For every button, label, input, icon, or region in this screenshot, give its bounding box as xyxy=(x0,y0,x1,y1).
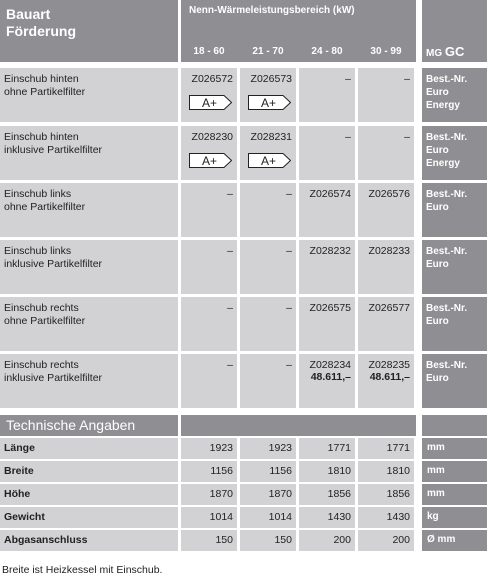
order-number: – xyxy=(286,188,292,200)
order-number-cell xyxy=(240,68,296,122)
order-number-cell xyxy=(299,126,355,180)
row-label xyxy=(0,240,178,294)
order-number-cell xyxy=(299,183,355,237)
tech-value: 1856 xyxy=(299,484,355,505)
order-number-cell xyxy=(358,354,414,408)
tech-value: 1856 xyxy=(358,484,414,505)
mg-label: MG xyxy=(426,48,443,59)
order-number: Z026572 xyxy=(191,73,233,85)
row-label-line1: Einschub hinten xyxy=(4,73,79,85)
tech-value: 1014 xyxy=(181,507,237,528)
tech-value: 200 xyxy=(299,530,355,551)
unit-line2: Euro xyxy=(426,316,449,327)
unit-line1: Best.-Nr. xyxy=(426,132,468,143)
order-number: – xyxy=(227,302,233,314)
tech-row-label: Breite xyxy=(0,461,178,482)
energy-label-badge-icon xyxy=(248,95,291,110)
tech-unit: mm xyxy=(422,484,487,505)
row-label-line1: Einschub links xyxy=(4,188,72,200)
order-number-cell xyxy=(358,297,414,351)
unit-line3: Energy xyxy=(426,100,460,111)
unit-cell xyxy=(422,126,487,180)
row-label xyxy=(0,183,178,237)
row-label xyxy=(0,354,178,408)
order-number-cell xyxy=(240,240,296,294)
order-number: – xyxy=(286,302,292,314)
order-number-cell xyxy=(240,354,296,408)
tech-row-label: Länge xyxy=(0,438,178,459)
order-number: – xyxy=(227,359,233,371)
order-number-cell xyxy=(299,354,355,408)
tech-value: 150 xyxy=(181,530,237,551)
price: 48.611,– xyxy=(310,371,351,383)
unit-line2: Euro xyxy=(426,373,449,384)
unit-line2: Euro xyxy=(426,145,449,156)
order-number-cell xyxy=(181,183,237,237)
unit-line1: Best.-Nr. xyxy=(426,303,468,314)
range-title: Nenn-Wärmeleistungsbereich (kW) xyxy=(189,5,355,16)
tech-unit-header-fill xyxy=(422,415,487,436)
tech-value: 1870 xyxy=(181,484,237,505)
energy-label-badge-icon xyxy=(248,153,291,168)
energy-class-text: A+ xyxy=(202,96,218,110)
unit-line2: Euro xyxy=(426,87,449,98)
row-label-line1: Einschub links xyxy=(4,245,72,257)
energy-class-text: A+ xyxy=(261,154,277,168)
gc-label: GC xyxy=(444,44,465,59)
tech-value: 1156 xyxy=(181,461,237,482)
order-number-cell xyxy=(358,240,414,294)
tech-value: 1771 xyxy=(299,438,355,459)
energy-label-badge-icon xyxy=(189,95,232,110)
order-number: Z028232 xyxy=(309,245,351,257)
order-number: – xyxy=(227,188,233,200)
unit-line1: Best.-Nr. xyxy=(426,360,468,371)
unit-line2: Euro xyxy=(426,259,449,270)
order-number-cell xyxy=(240,126,296,180)
order-number: Z028230 xyxy=(191,131,233,143)
unit-cell xyxy=(422,183,487,237)
order-number: Z026574 xyxy=(309,188,351,200)
tech-value: 1810 xyxy=(299,461,355,482)
tech-row-label: Gewicht xyxy=(0,507,178,528)
bauart-header-cell xyxy=(0,0,178,62)
row-label-line2: ohne Partikelfilter xyxy=(4,201,86,213)
tech-unit: mm xyxy=(422,438,487,459)
mg-gc-header-cell xyxy=(422,0,487,62)
row-label-line1: Einschub hinten xyxy=(4,131,79,143)
tech-value: 1430 xyxy=(299,507,355,528)
tech-value: 1156 xyxy=(240,461,296,482)
unit-line1: Best.-Nr. xyxy=(426,246,468,257)
unit-cell xyxy=(422,68,487,122)
order-number: Z026576 xyxy=(368,188,410,200)
order-number: Z026575 xyxy=(309,302,351,314)
tech-unit: kg xyxy=(422,507,487,528)
foerderung-label: Förderung xyxy=(6,23,76,39)
row-label-line2: inklusive Partikelfilter xyxy=(4,144,103,156)
energy-label-badge-icon xyxy=(189,153,232,168)
col-header-4: 30 - 99 xyxy=(370,46,402,57)
tech-value: 1014 xyxy=(240,507,296,528)
order-number: Z028231 xyxy=(250,131,292,143)
order-number: – xyxy=(227,245,233,257)
row-label-line1: Einschub rechts xyxy=(4,302,79,314)
order-number-cell xyxy=(299,297,355,351)
tech-value: 1870 xyxy=(240,484,296,505)
order-number-cell xyxy=(358,68,414,122)
order-number: Z026577 xyxy=(368,302,410,314)
tech-value: 1923 xyxy=(240,438,296,459)
order-number-cell xyxy=(240,297,296,351)
order-number-cell xyxy=(358,183,414,237)
col-header-2: 21 - 70 xyxy=(252,46,284,57)
tech-row-label: Höhe xyxy=(0,484,178,505)
order-number-cell xyxy=(299,68,355,122)
row-label xyxy=(0,126,178,180)
row-label xyxy=(0,68,178,122)
price: 48.611,– xyxy=(369,371,410,383)
order-number: – xyxy=(286,245,292,257)
row-label-line2: ohne Partikelfilter xyxy=(4,86,86,98)
unit-line3: Energy xyxy=(426,158,460,169)
row-label-line1: Einschub rechts xyxy=(4,359,79,371)
tech-value: 1923 xyxy=(181,438,237,459)
order-number-cell xyxy=(358,126,414,180)
unit-cell xyxy=(422,297,487,351)
energy-class-text: A+ xyxy=(202,154,218,168)
tech-value: 200 xyxy=(358,530,414,551)
bauart-label: Bauart xyxy=(6,6,51,22)
row-label-line2: inklusive Partikelfilter xyxy=(4,372,103,384)
order-number-cell xyxy=(181,297,237,351)
mg-gc-label xyxy=(426,44,464,59)
order-number: Z028233 xyxy=(368,245,410,257)
order-number: – xyxy=(404,73,410,85)
order-number: – xyxy=(345,131,351,143)
order-number-cell xyxy=(181,354,237,408)
order-number: Z026573 xyxy=(250,73,292,85)
order-number: – xyxy=(345,73,351,85)
row-label xyxy=(0,297,178,351)
order-number-cell xyxy=(181,240,237,294)
tech-row-label: Abgasanschluss xyxy=(0,530,178,551)
tech-unit: mm xyxy=(422,461,487,482)
tech-unit: Ø mm xyxy=(422,530,487,551)
unit-cell xyxy=(422,240,487,294)
unit-line1: Best.-Nr. xyxy=(426,74,468,85)
order-number: – xyxy=(404,131,410,143)
tech-value: 1430 xyxy=(358,507,414,528)
unit-line2: Euro xyxy=(426,202,449,213)
order-number-cell xyxy=(240,183,296,237)
energy-class-text: A+ xyxy=(261,96,277,110)
order-number-cell xyxy=(181,68,237,122)
col-header-3: 24 - 80 xyxy=(311,46,343,57)
row-label-line2: inklusive Partikelfilter xyxy=(4,258,103,270)
footnote: Breite ist Heizkessel mit Einschub. xyxy=(2,564,163,576)
tech-header-fill xyxy=(181,415,416,436)
col-header-1: 18 - 60 xyxy=(193,46,225,57)
tech-title: Technische Angaben xyxy=(0,415,178,436)
unit-line1: Best.-Nr. xyxy=(426,189,468,200)
unit-cell xyxy=(422,354,487,408)
order-number-cell xyxy=(299,240,355,294)
order-number: Z028234 xyxy=(309,359,351,371)
tech-value: 1810 xyxy=(358,461,414,482)
tech-value: 150 xyxy=(240,530,296,551)
tech-value: 1771 xyxy=(358,438,414,459)
order-number: – xyxy=(286,359,292,371)
row-label-line2: ohne Partikelfilter xyxy=(4,315,86,327)
order-number-cell xyxy=(181,126,237,180)
order-number: Z028235 xyxy=(368,359,410,371)
